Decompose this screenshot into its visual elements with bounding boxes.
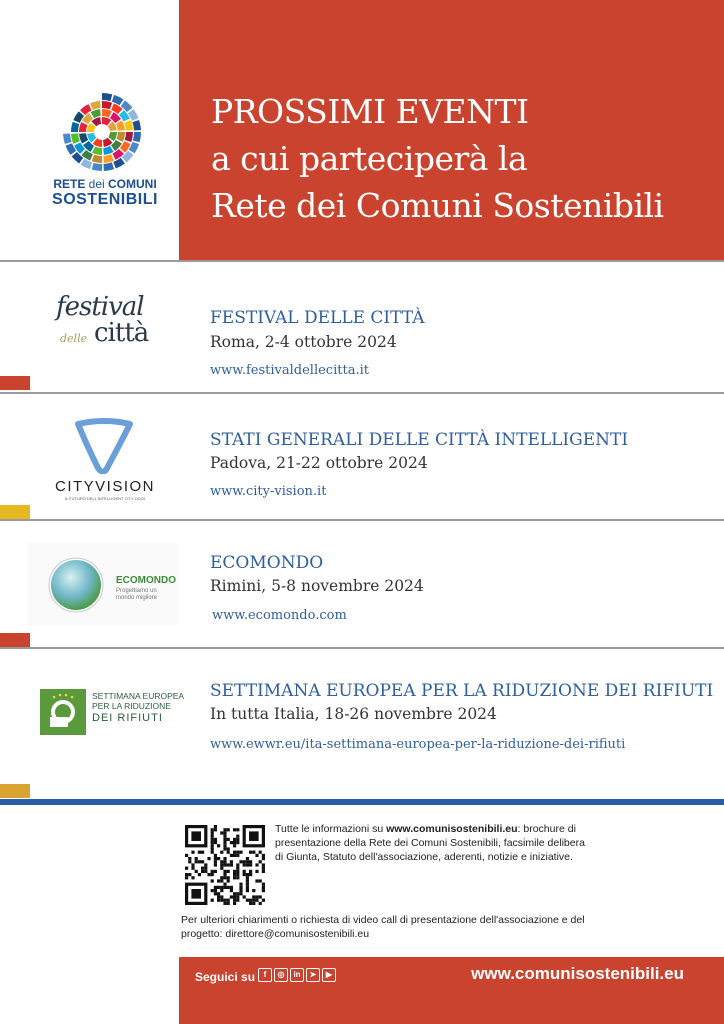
ewwr-logo — [40, 689, 185, 739]
ewwr-logo-line-3: DEI RIFIUTI — [92, 712, 163, 724]
event-date: In tutta Italia, 18-26 novembre 2024 — [210, 705, 497, 723]
ecomondo-tagline: Progettiamo un mondo migliore — [116, 588, 158, 601]
event-row-festival-citta — [0, 262, 724, 392]
ewwr-hand-icon — [40, 689, 86, 735]
accent-edge — [0, 633, 30, 647]
title-panel — [179, 0, 724, 260]
page-title-line-2: a cui parteciperà la — [211, 139, 528, 178]
cityvision-triangle-icon — [72, 418, 136, 474]
event-title: STATI GENERALI DELLE CITTÀ INTELLIGENTI — [210, 430, 629, 450]
event-row-settimana-europea — [0, 649, 724, 799]
festival-logo-word-3: città — [94, 318, 149, 348]
ewwr-logo-line-2: PER LA RIDUZIONE — [92, 701, 171, 711]
event-date: Rimini, 5-8 novembre 2024 — [210, 577, 424, 595]
youtube-icon[interactable]: ▶ — [322, 968, 336, 982]
cityvision-logo-word: CITYVISION — [54, 478, 155, 495]
blue-separator-bar — [0, 799, 724, 805]
event-date: Padova, 21-22 ottobre 2024 — [210, 454, 428, 472]
event-date: Roma, 2-4 ottobre 2024 — [210, 333, 397, 351]
rete-logo-word-3: COMUNI — [104, 177, 157, 191]
info-rest: : brochure di presentazione della Rete dei Comuni Sostenibili, facsimile delibera di Giunta, Statuto dell'associazione, aderenti, notizie e iniziative. — [275, 823, 585, 863]
instagram-icon[interactable]: ◎ — [274, 968, 288, 982]
footer-site-link[interactable]: www.comunisostenibili.eu — [471, 964, 684, 983]
globe-icon — [48, 557, 104, 613]
info-site-link[interactable]: www.comunisostenibili.eu — [386, 823, 518, 835]
sdg-spiral-logo — [62, 92, 142, 172]
cityvision-logo — [50, 418, 160, 502]
ecomondo-logo — [28, 543, 178, 625]
rete-logo-panel — [0, 0, 179, 260]
linkedin-icon[interactable]: in — [290, 968, 304, 982]
header — [0, 0, 724, 260]
event-link[interactable]: www.ewwr.eu/ita-settimana-europea-per-la-riduzione-dei-rifiuti — [210, 737, 626, 752]
follow-label: Seguici su — [195, 970, 256, 984]
accent-edge — [0, 376, 30, 390]
festival-logo-word-2: delle — [60, 332, 88, 345]
event-title: ECOMONDO — [210, 553, 324, 573]
event-link[interactable]: www.ecomondo.com — [212, 608, 347, 623]
page-title-line-1: PROSSIMI EVENTI — [211, 92, 529, 131]
event-title: FESTIVAL DELLE CITTÀ — [210, 308, 425, 328]
event-row-cityvision — [0, 394, 724, 519]
accent-edge — [0, 784, 30, 798]
event-link[interactable]: www.festivaldellecitta.it — [210, 363, 369, 378]
info-intro: Tutte le informazioni su — [275, 823, 387, 835]
event-link[interactable]: www.city-vision.it — [210, 484, 327, 499]
telegram-icon[interactable]: ➤ — [306, 968, 320, 982]
festival-citta-logo — [56, 292, 156, 352]
rete-logo-line2: SOSTENIBILI — [52, 191, 158, 208]
rete-logo-word-1: RETE — [53, 177, 89, 191]
facebook-icon[interactable]: f — [258, 968, 272, 982]
rete-logo-word-2: dei — [88, 177, 105, 191]
ewwr-logo-line-1: SETTIMANA EUROPEA — [92, 691, 185, 701]
page-title-line-3: Rete dei Comuni Sostenibili — [211, 186, 664, 225]
event-row-ecomondo — [0, 521, 724, 647]
festival-logo-word-1: festival — [56, 292, 144, 322]
qr-code[interactable] — [185, 825, 265, 905]
info-text — [275, 822, 595, 864]
contact-text: Per ulteriori chiarimenti o richiesta di video call di presentazione dell'associazione e del progetto: direttore@comunisostenibili.eu — [181, 914, 585, 940]
event-title: SETTIMANA EUROPEA PER LA RIDUZIONE DEI RIFIUTI — [210, 681, 714, 701]
accent-edge — [0, 505, 30, 519]
ecomondo-logo-word: ECOMONDO — [116, 575, 176, 586]
cityvision-tagline: IL FUTURO DELL'INTELLIGENT CITY OGGI — [64, 496, 146, 501]
rete-logo-text — [50, 176, 160, 208]
